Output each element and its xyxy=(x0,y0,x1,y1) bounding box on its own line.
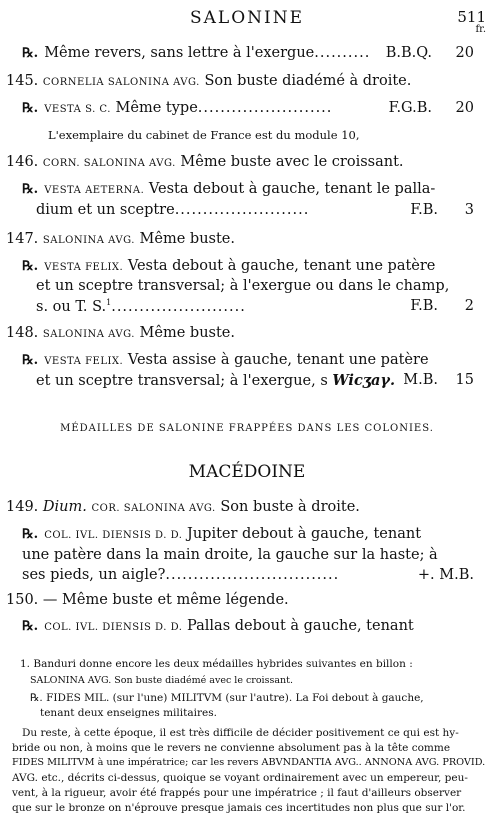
legend: COL. IVL. DIENSIS D. D. xyxy=(44,622,183,633)
legend: SALONINA AVG. xyxy=(42,235,135,246)
footnote-line: FIDES MILITVM à une impératrice; car les revers ABVNDANTIA AVG.. ANNONA AVG. PROVID. xyxy=(12,757,486,768)
leader-dots: ........................ xyxy=(197,100,333,116)
value: 15 xyxy=(455,372,474,388)
value: 2 xyxy=(464,298,474,314)
footnote-ref: 1 xyxy=(106,298,112,307)
legend: VESTA S. C. xyxy=(44,104,111,115)
reverse-mark: ℞. xyxy=(22,619,39,634)
currency-label: fr. xyxy=(475,24,486,35)
footnote-line: AVG. etc., décrits ci-dessus, quoique se voyant ordinairement avec un empereur, peu- xyxy=(12,772,468,784)
footnote-line: bride ou non, à moins que le revers ne convienne absolument pas à la tête comme xyxy=(12,742,451,754)
entry-text: Son buste diadémé à droite. xyxy=(204,73,412,89)
leader-dots: ............................... xyxy=(165,567,340,583)
entry-reverse xyxy=(22,618,414,634)
footnote-line: 1. Banduri donne encore les deux médailles hybrides suivantes en billon : xyxy=(20,658,413,670)
rarity: F.G.B. xyxy=(388,100,432,116)
entry-text: Même revers, sans lettre à l'exergue xyxy=(44,45,315,61)
legend: VESTA FELIX. xyxy=(44,356,124,367)
entry-obverse xyxy=(6,154,404,170)
entry-text: dium et un sceptre xyxy=(36,202,175,218)
reverse-mark: ℞. xyxy=(22,259,39,274)
legend: SALONINA AVG. xyxy=(42,329,135,340)
entry-continuation: et un sceptre transversal; à l'exergue ou dans le champ, xyxy=(36,278,450,294)
value: 3 xyxy=(464,202,474,218)
value: 20 xyxy=(455,45,474,61)
entry-number: 145. xyxy=(6,73,39,89)
entry-text: Même buste. xyxy=(139,325,235,341)
reverse-mark: ℞. xyxy=(22,46,39,61)
entry-reverse xyxy=(22,258,435,274)
entry-text: Son buste à droite. xyxy=(220,499,360,515)
rarity: B.B.Q. xyxy=(385,45,432,61)
entry-obverse xyxy=(6,231,235,247)
footnote-line: vent, à la rigueur, avoir été frappés pour une impératrice ; il faut d'ailleurs observer xyxy=(12,787,462,799)
entry-reverse xyxy=(22,100,484,116)
entry-reverse xyxy=(22,352,429,368)
footnote-line: que sur le bronze on n'éprouve presque jamais ces incertitudes non plus que sur l'or. xyxy=(12,802,466,814)
entry-text: — Même buste et même légende. xyxy=(42,592,289,608)
leader-dots: .......... xyxy=(314,45,371,61)
entry-text: Jupiter debout à gauche, tenant xyxy=(187,526,422,542)
reverse-mark: ℞. xyxy=(22,101,39,116)
entry-obverse xyxy=(6,73,411,89)
reverse-mark: ℞. xyxy=(22,353,39,368)
footnote-line: ℞. FIDES MIL. (sur l'une) MILITVM (sur l'autre). La Foi debout à gauche, xyxy=(30,692,424,704)
reverse-mark: ℞. xyxy=(22,527,39,542)
entry-text: et un sceptre transversal; à l'exergue, s xyxy=(36,373,328,389)
value: 20 xyxy=(455,100,474,116)
legend: VESTA FELIX. xyxy=(44,262,124,273)
entry-text: Pallas debout à gauche, tenant xyxy=(187,618,414,634)
running-title: SALONINE xyxy=(189,8,305,28)
legend: CORNELIA SALONINA AVG. xyxy=(42,77,200,88)
city: Dium. xyxy=(42,499,87,515)
rarity: +. M.B. xyxy=(417,567,474,583)
footnote-line: SALONINA AVG. Son buste diadémé avec le croissant. xyxy=(30,675,293,686)
entry-text: Même buste. xyxy=(139,231,235,247)
entry-continuation xyxy=(36,202,484,218)
entry-obverse xyxy=(6,592,289,608)
entry-continuation xyxy=(36,298,484,315)
section-title: MACÉDOINE xyxy=(188,462,306,482)
entry-number: 150. xyxy=(6,592,39,608)
entry-text: s. ou T. S. xyxy=(36,298,107,315)
greek-legend: Wicʒaγ. xyxy=(332,372,396,389)
entry-text: Vesta assise à gauche, tenant une patère xyxy=(127,352,429,368)
entry-obverse xyxy=(6,325,235,341)
entry-text: ses pieds, un aigle? xyxy=(22,567,166,583)
leader-dots: ........................ xyxy=(174,202,310,218)
rarity: M.B. xyxy=(403,372,438,388)
entry-continuation: une patère dans la main droite, la gauche sur la haste; à xyxy=(22,547,438,563)
legend: COL. IVL. DIENSIS D. D. xyxy=(44,530,183,541)
rarity: F.B. xyxy=(410,298,438,314)
note: L'exemplaire du cabinet de France est du module 10, xyxy=(48,128,360,142)
legend: COR. SALONINA AVG. xyxy=(91,503,216,514)
entry-number: 147. xyxy=(6,231,39,247)
entry-number: 149. xyxy=(6,499,39,515)
legend: CORN. SALONINA AVG. xyxy=(42,158,176,169)
reverse-mark: ℞. xyxy=(22,182,39,197)
entry-reverse xyxy=(22,526,421,542)
entry-text: Même buste avec le croissant. xyxy=(180,154,404,170)
entry-number: 146. xyxy=(6,154,39,170)
entry-text: Vesta debout à gauche, tenant une patère xyxy=(127,258,436,274)
entry-text: Vesta debout à gauche, tenant le palla- xyxy=(148,181,436,197)
entry-continuation xyxy=(22,567,484,583)
entry-number: 148. xyxy=(6,325,39,341)
entry-text: Même type xyxy=(115,100,198,116)
entry-continuation xyxy=(36,372,484,389)
footnote-line: Du reste, à cette époque, il est très difficile de décider positivement ce qui est hy- xyxy=(22,727,459,739)
page-number: 511 xyxy=(457,8,486,26)
footnote-line: tenant deux enseignes militaires. xyxy=(40,707,217,719)
colonies-heading: MÉDAILLES DE SALONINE FRAPPÉES DANS LES COLONIES. xyxy=(60,423,434,434)
entry-reverse xyxy=(22,45,484,61)
rarity: F.B. xyxy=(410,202,438,218)
legend: VESTA AETERNA. xyxy=(44,185,145,196)
entry-obverse xyxy=(6,499,360,515)
leader-dots: ........................ xyxy=(111,298,246,315)
entry-reverse xyxy=(22,181,435,197)
